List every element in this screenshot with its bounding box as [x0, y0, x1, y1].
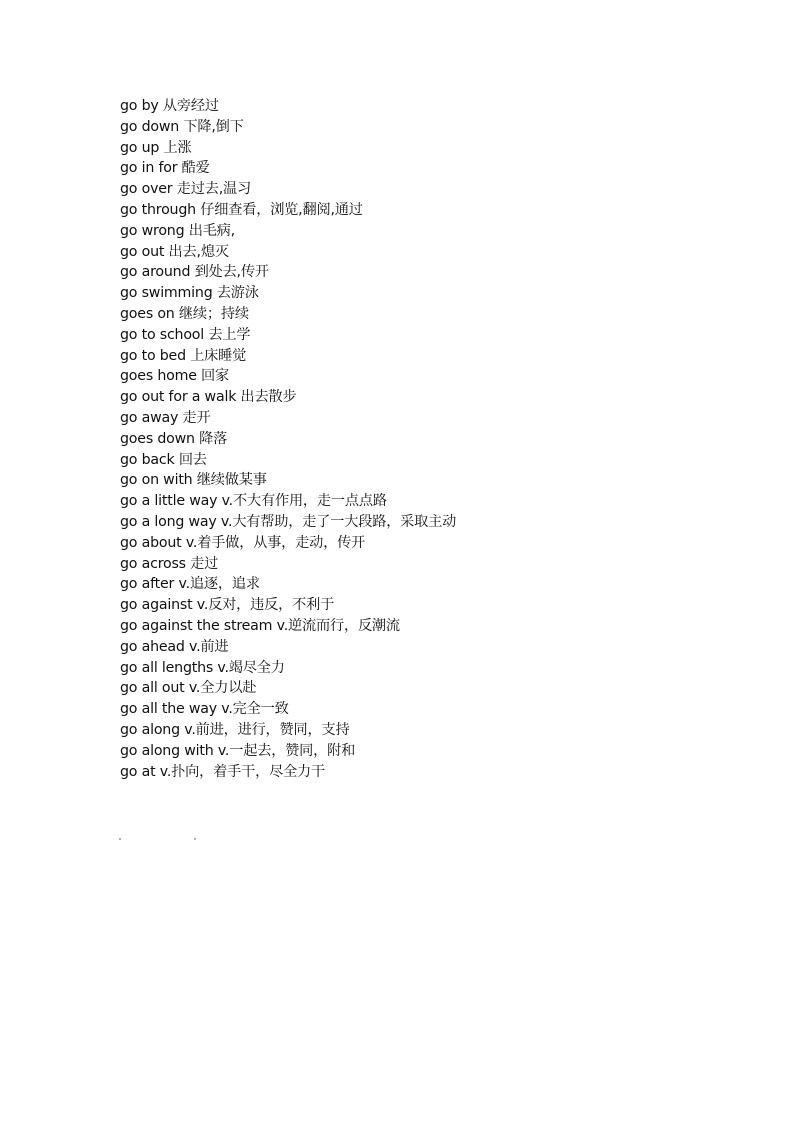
- phrase-line: go a little way v.不大有作用，走一点点路: [120, 493, 387, 510]
- phrase-line: go out for a walk 出去散步: [120, 389, 297, 406]
- phrase-line: go all lengths v.竭尽全力: [120, 659, 285, 676]
- phrase-line: go to bed 上床睡觉: [120, 347, 247, 364]
- phrase-line: goes home 回家: [120, 368, 230, 385]
- phrase-line: goes down 降落: [120, 430, 228, 447]
- footer-marks: [119, 838, 199, 846]
- phrase-line: go along with v.一起去，赞同，附和: [120, 742, 356, 759]
- phrase-line: go wrong 出毛病,: [120, 222, 235, 239]
- phrase-line: go up 上涨: [120, 139, 192, 156]
- phrase-line: go against the stream v.逆流而行，反潮流: [120, 617, 400, 634]
- phrase-line: go out 出去,熄灭: [120, 243, 229, 260]
- phrase-line: go down 下降,倒下: [120, 118, 244, 135]
- footer-dot: [119, 838, 121, 840]
- phrase-line: go to school 去上学: [120, 326, 251, 343]
- phrase-line: go all out v.全力以赴: [120, 680, 257, 697]
- phrase-line: go along v.前进，进行，赞同，支持: [120, 721, 350, 738]
- phrase-line: go over 走过去,温习: [120, 181, 251, 198]
- phrase-line: go a long way v.大有帮助，走了一大段路，采取主动: [120, 513, 457, 530]
- footer-dot: [194, 838, 196, 840]
- phrase-list: [120, 96, 456, 782]
- phrase-line: go all the way v.完全一致: [120, 701, 289, 718]
- phrase-line: go in for 酷爱: [120, 160, 210, 177]
- phrase-line: go after v.追逐，追求: [120, 576, 260, 593]
- phrase-line: go back 回去: [120, 451, 207, 468]
- phrase-line: go across 走过: [120, 555, 219, 572]
- phrase-line: go about v.着手做，从事，走动，传开: [120, 534, 366, 551]
- phrase-line: go on with 继续做某事: [120, 472, 267, 489]
- phrase-line: go around 到处去,传开: [120, 264, 269, 281]
- phrase-line: go against v.反对，违反，不利于: [120, 597, 335, 614]
- phrase-line: go away 走开: [120, 409, 211, 426]
- phrase-line: go at v.扑向，着手干，尽全力干: [120, 763, 326, 780]
- phrase-line: goes on 继续；持续: [120, 305, 249, 322]
- phrase-line: go ahead v.前进: [120, 638, 229, 655]
- phrase-line: go through 仔细查看，浏览,翻阅,通过: [120, 201, 363, 218]
- phrase-line: go by 从旁经过: [120, 98, 219, 114]
- phrase-line: go swimming 去游泳: [120, 285, 259, 302]
